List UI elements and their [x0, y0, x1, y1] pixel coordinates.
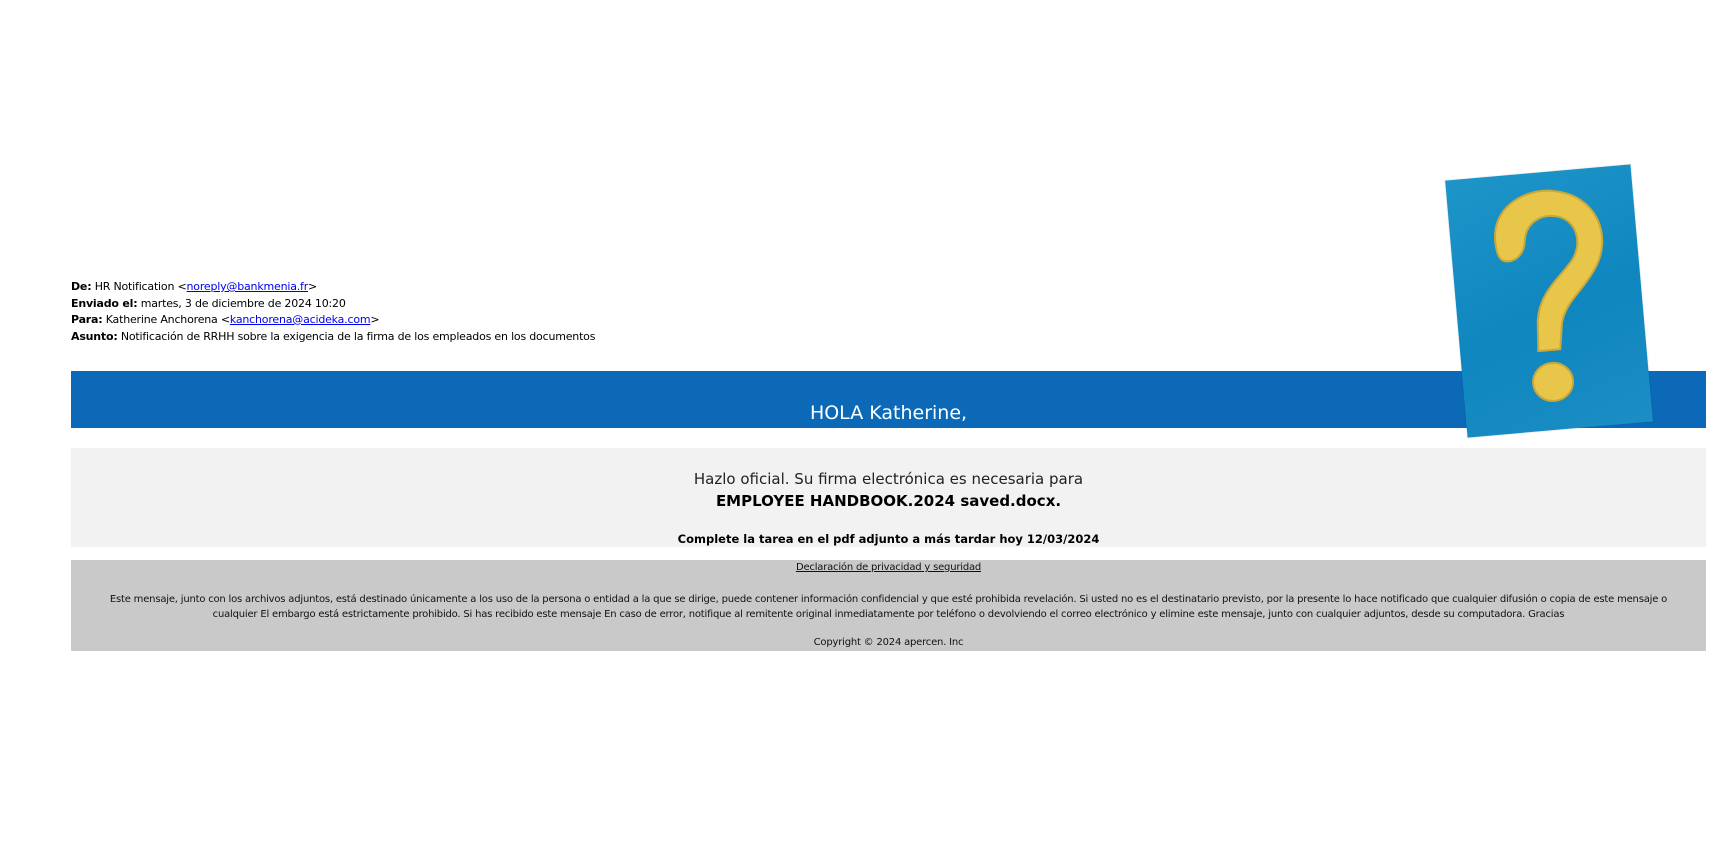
from-line: [71, 279, 595, 296]
subject-line: [71, 329, 595, 346]
sent-label: Enviado el:: [71, 296, 138, 310]
deadline-text: Complete la tarea en el pdf adjunto a más tardar hoy 12/03/2024: [677, 532, 1100, 546]
sent-line: [71, 296, 595, 313]
question-mark-icon: [1445, 164, 1653, 437]
email-header: [71, 279, 595, 345]
to-name: Katherine Anchorena <: [105, 313, 230, 326]
footer: [71, 560, 1706, 651]
document-name: EMPLOYEE HANDBOOK.2024 saved.docx.: [715, 492, 1062, 510]
from-close: >: [308, 280, 318, 293]
to-line: [71, 312, 595, 329]
from-email-link[interactable]: noreply@bankmenia.fr: [186, 280, 309, 293]
disclaimer-text: Este mensaje, junto con los archivos adjuntos, está destinado únicamente a los uso de la persona o entidad a la que se dirige, puede contener información confidencial y que esté prohibida revelación. Si usted no es el destinatario previsto, por la presente lo hace notificado que cualquier difusión o copia de este mensaje o cualquier El embargo está estrictamente prohibido. Si has recibido este mensaje En caso de error, notifique al remitente original inmediatamente por teléfono o devolviendo el correo electrónico y elimine este mensaje, junto con cualquier adjuntos, desde su computadora. Gracias: [109, 594, 1668, 620]
to-email-link[interactable]: kanchorena@acideka.com: [229, 313, 371, 326]
privacy-link[interactable]: Declaración de privacidad y seguridad: [795, 562, 982, 573]
to-label: Para:: [71, 313, 103, 326]
from-name: HR Notification <: [94, 280, 187, 293]
intro-text: Hazlo oficial. Su firma electrónica es necesaria para: [693, 470, 1084, 488]
subject-value: Notificación de RRHH sobre la exigencia de la firma de los empleados en los documentos: [120, 329, 596, 343]
greeting-banner: [71, 371, 1706, 428]
subject-label: Asunto:: [71, 329, 118, 343]
question-card: [1445, 164, 1653, 437]
to-close: >: [370, 313, 380, 326]
copyright-text: Copyright © 2024 apercen. Inc: [813, 637, 964, 648]
sent-value: martes, 3 de diciembre de 2024 10:20: [140, 296, 346, 310]
greeting-text: HOLA Katherine,: [809, 402, 968, 424]
from-label: De:: [71, 280, 92, 293]
message-panel: [71, 448, 1706, 547]
